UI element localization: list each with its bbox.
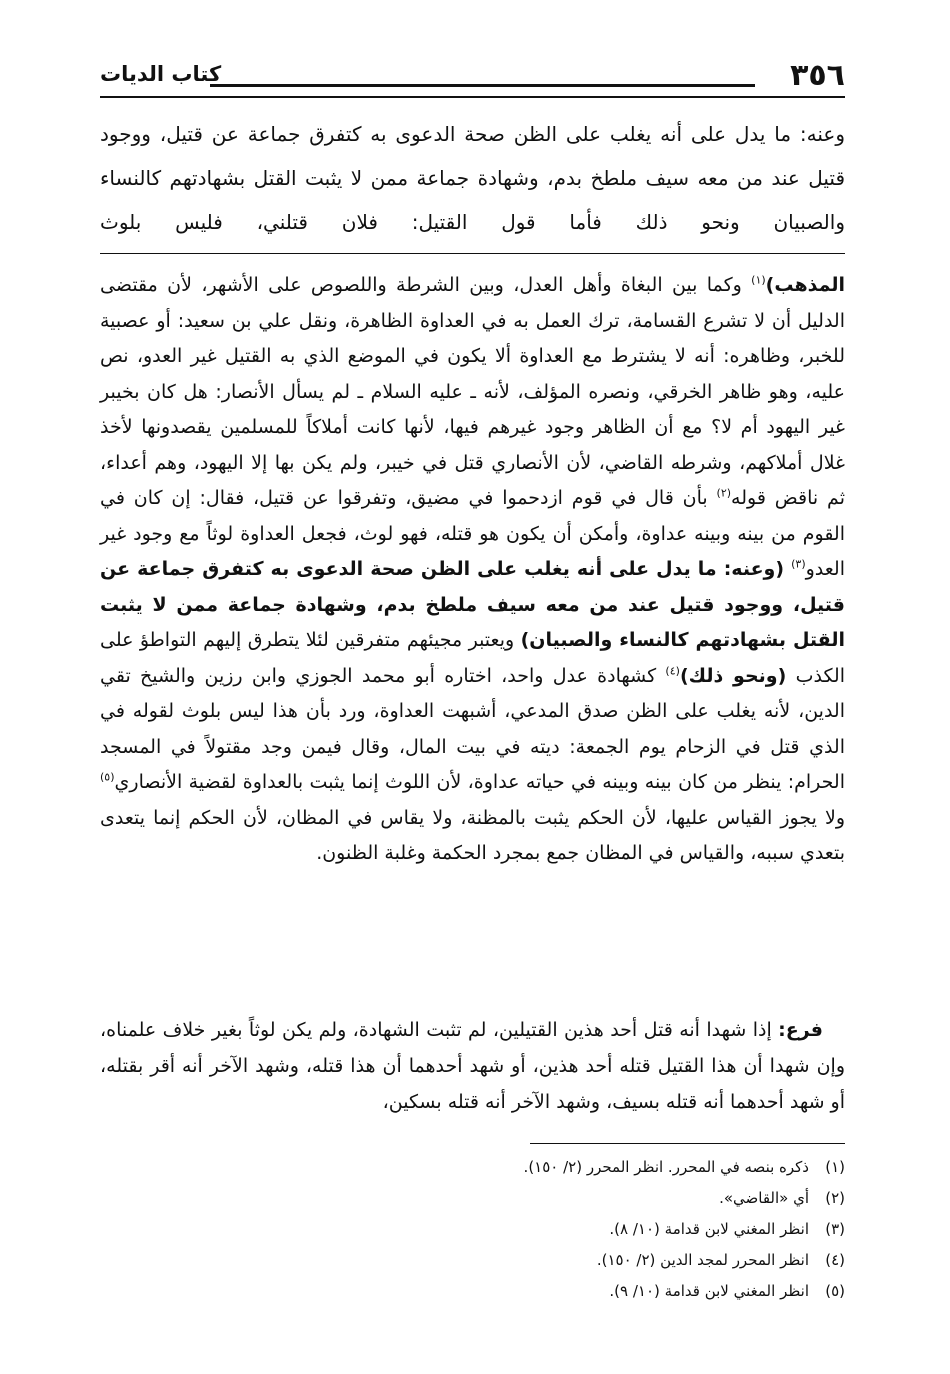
footnote-5 bbox=[100, 1276, 845, 1307]
sharh-text-2: بأن قال في قوم ازدحموا في مضيق، وتفرقوا عن قتيل، فقال: إن كان في القوم من بينه وبينه عداوة، وأمكن أن يكون هو قتله، فهو لوث، فجعل العداوة لوثاً مع وجود غير العدو bbox=[100, 487, 845, 580]
footnote-ref-4[interactable]: (٤) bbox=[665, 664, 680, 678]
far-label: فرع: bbox=[778, 1019, 823, 1041]
footnote-num: (٤) bbox=[825, 1251, 845, 1269]
matn-separator bbox=[100, 253, 845, 254]
footnote-2 bbox=[100, 1183, 845, 1214]
footnote-1 bbox=[100, 1152, 845, 1183]
sharh-text-5: ولا يجوز القياس عليها، لأن الحكم يثبت بالمظنة، ولا يقاس في المظان، لأن الحكم إنما يتعدى بتعدي سببه، والقياس في المظان جمع بمجرد الحكمة وغلبة الظنون. bbox=[100, 806, 845, 864]
footnote-num: (١) bbox=[825, 1158, 845, 1176]
footnote-ref-2[interactable]: (٢) bbox=[716, 486, 732, 500]
footnote-separator bbox=[530, 1143, 845, 1144]
footnotes bbox=[100, 1152, 845, 1307]
far-paragraph bbox=[100, 1012, 845, 1120]
sharh-bold-1: المذهب) bbox=[765, 274, 845, 296]
chapter-title: كتاب الديات bbox=[100, 62, 222, 86]
footnote-num: (٥) bbox=[825, 1282, 845, 1300]
footnote-text: انظر المحرر لمجد الدين (٢/ ١٥٠). bbox=[596, 1251, 809, 1269]
matn-text: وعنه: ما يدل على أنه يغلب على الظن صحة الدعوى به كتفرق جماعة عن قتيل، ووجود قتيل عند من معه سيف ملطخ بدم، وشهادة جماعة ممن لا يثبت القتل بشهادتهم كالنساء والصبيان ونحو ذلك فأما قول القتيل: فلان قتلني، فليس بلوث bbox=[100, 122, 845, 234]
footnote-text: انظر المغني لابن قدامة (١٠/ ٨). bbox=[609, 1220, 809, 1238]
footnote-ref-5[interactable]: (٥) bbox=[100, 770, 115, 784]
footnote-num: (٣) bbox=[825, 1220, 845, 1238]
sharh-text-4: كشهادة عدل واحد، اختاره أبو محمد الجوزي وابن رزين والشيخ تقي الدين، لأنه يغلب على الظن صدق المدعي، أشبهت العداوة، ورد بأن هذا ليس بلوث لقوله في الذي قتل في الزحام يوم الجمعة: ديته في بيت المال، وقال فيمن وجد مقتولاً في المسجد الحرام: ينظر من كان بينه وبينه في حياته عداوة، لأن اللوث إنما يثبت بالعداوة لقضية الأنصاري bbox=[100, 664, 845, 793]
footnote-text: أي «القاضي». bbox=[719, 1189, 809, 1207]
footnote-3 bbox=[100, 1214, 845, 1245]
footnote-4 bbox=[100, 1245, 845, 1276]
page-number: ٣٥٦ bbox=[790, 58, 845, 93]
far-text: إذا شهدا أنه قتل أحد هذين القتيلين، لم تثبت الشهادة، ولم يكن لوثاً بغير خلاف علمناه، وإن شهدا أن هذا القتيل قتله أحد هذين، أو شهد أحدهما أن هذا قتله، وشهد الآخر أنه أقر بقتله، أو شهد أحدهما أنه قتله بسيف، وشهد الآخر أنه قتله بسكين، bbox=[100, 1019, 845, 1113]
sharh-bold-3: (ونحو ذلك) bbox=[679, 664, 787, 687]
sharh-text-3: ويعتبر مجيئهم متفرقين لئلا يتطرق إليهم التواطؤ على الكذب bbox=[100, 629, 846, 687]
sharh-bold-2: (وعنه: ما يدل على أنه يغلب على الظن صحة الدعوى به كتفرق جماعة عن قتيل، ووجود قتيل عند من معه سيف ملطخ بدم، وشهادة جماعة ممن لا يثبت القتل بشهادتهم كالنساء والصبيان) bbox=[100, 558, 845, 651]
header-rule bbox=[210, 84, 755, 87]
sharh-paragraph bbox=[100, 268, 845, 872]
footnote-ref-1[interactable]: (١) bbox=[751, 273, 766, 287]
sharh-text-1: وكما بين البغاة وأهل العدل، وبين الشرطة واللصوص على الأشهر، لأن مقتضى الدليل أن لا تشرع القسامة، ترك العمل به في العداوة الظاهرة، ونقل علي بن سعيد: أو عصبية للخبر، وظاهره: أنه لا يشترط مع العداوة ألا يكون في الموضع الذي به القتيل غير العدو، نص عليه، وهو ظاهر الخرقي، ونصره المؤلف، لأنه ـ عليه السلام ـ لم يسأل الأنصار: هل كان بخيبر غير اليهود أم لا؟ مع أن الظاهر وجود غيرهم فيها، لأنها كانت أملاكاً للمسلمين يقصدونها لأخذ غلال أملاكهم، وشرطه القاضي، لأن الأنصاري قتل في خيبر، ولم يكن بها إلا اليهود، وهم أعداء، ثم ناقض قوله bbox=[100, 274, 845, 509]
header-underline bbox=[100, 96, 845, 98]
page-header bbox=[100, 52, 845, 98]
footnote-num: (٢) bbox=[825, 1189, 845, 1207]
footnote-text: ذكره بنصه في المحرر. انظر المحرر (٢/ ١٥٠). bbox=[523, 1158, 809, 1176]
footnote-ref-3[interactable]: (٣) bbox=[791, 557, 806, 571]
footnote-text: انظر المغني لابن قدامة (١٠/ ٩). bbox=[609, 1282, 809, 1300]
